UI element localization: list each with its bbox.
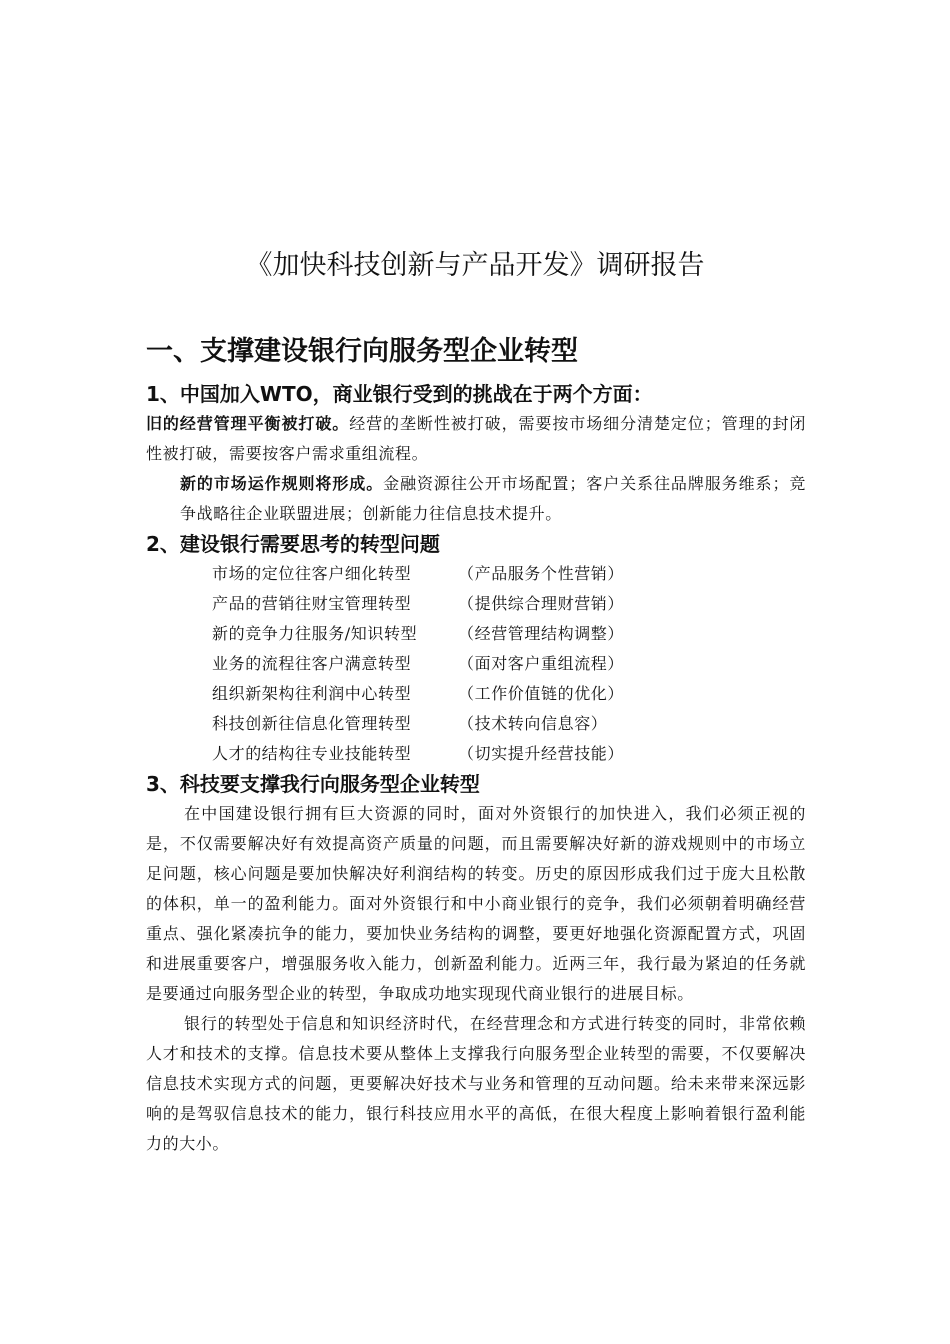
list-item <box>212 709 806 739</box>
paragraph-text-old-balance: 经营的垄断性被打破，需要按市场细分清楚定位；管理的封闭性被打破，需要按客户需求重组流程。 <box>146 414 807 463</box>
list-item-main: 业务的流程往客户满意转型 <box>212 654 412 673</box>
transformation-list <box>146 559 806 769</box>
document-title: 《加快科技创新与产品开发》调研报告 <box>245 250 705 281</box>
list-item-note: （切实提升经营技能） <box>458 744 625 763</box>
list-item-note: （产品服务个性营销） <box>458 564 625 583</box>
document-body <box>146 333 806 1159</box>
paragraph-new-rules <box>146 469 806 529</box>
list-item-main: 人才的结构往专业技能转型 <box>212 744 412 763</box>
list-item <box>212 739 806 769</box>
list-item-note: （提供综合理财营销） <box>458 594 625 613</box>
subsection-heading-2: 2、建设银行需要思考的转型问题 <box>146 532 440 556</box>
list-item <box>212 649 806 679</box>
subsection-heading-3: 3、科技要支撑我行向服务型企业转型 <box>146 772 480 796</box>
paragraph-lead-old-balance: 旧的经营管理平衡被打破。 <box>146 414 350 433</box>
list-item-note: （工作价值链的优化） <box>458 684 625 703</box>
list-item <box>212 559 806 589</box>
list-item-note: （面对客户重组流程） <box>458 654 625 673</box>
paragraph-lead-new-rules: 新的市场运作规则将形成。 <box>180 474 384 493</box>
subsection-heading-1: 1、中国加入WTO，商业银行受到的挑战在于两个方面： <box>146 382 653 406</box>
paragraph-text-new-rules: 金融资源往公开市场配置；客户关系往品牌服务维系；竞争战略往企业联盟进展；创新能力往信息技术提升。 <box>180 474 806 523</box>
section-heading-1: 一、支撑建设银行向服务型企业转型 <box>146 336 578 367</box>
paragraph-old-balance <box>146 409 806 469</box>
list-item-main: 新的竞争力往服务/知识转型 <box>212 624 418 643</box>
list-item <box>212 619 806 649</box>
list-item <box>212 679 806 709</box>
list-item <box>212 589 806 619</box>
list-item-main: 科技创新往信息化管理转型 <box>212 714 412 733</box>
list-item-main: 市场的定位往客户细化转型 <box>212 564 412 583</box>
paragraph-resources: 在中国建设银行拥有巨大资源的同时，面对外资银行的加快进入，我们必须正视的是，不仅需要解决好有效提高资产质量的问题，而且需要解决好新的游戏规则中的市场立足问题，核心问题是要加快解决好利润结构的转变。历史的原因形成我们过于庞大且松散的体积，单一的盈利能力。面对外资银行和中小商业银行的竞争，我们必须朝着明确经营重点、强化紧凑抗争的能力，要加快业务结构的调整，要更好地强化资源配置方式，巩固和进展重要客户，增强服务收入能力，创新盈利能力。近两三年，我行最为紧迫的任务就是要通过向服务型企业的转型，争取成功地实现现代商业银行的进展目标。 <box>146 804 806 1003</box>
list-item-note: （经营管理结构调整） <box>458 624 625 643</box>
list-item-main: 组织新架构往利润中心转型 <box>212 684 412 703</box>
paragraph-transformation: 银行的转型处于信息和知识经济时代，在经营理念和方式进行转变的同时，非常依赖人才和技术的支撑。信息技术要从整体上支撑我行向服务型企业转型的需要，不仅要解决信息技术实现方式的问题，更要解决好技术与业务和管理的互动问题。给未来带来深远影响的是驾驭信息技术的能力，银行科技应用水平的高低，在很大程度上影响着银行盈利能力的大小。 <box>146 1014 806 1153</box>
list-item-main: 产品的营销往财宝管理转型 <box>212 594 412 613</box>
list-item-note: （技术转向信息容） <box>458 714 608 733</box>
